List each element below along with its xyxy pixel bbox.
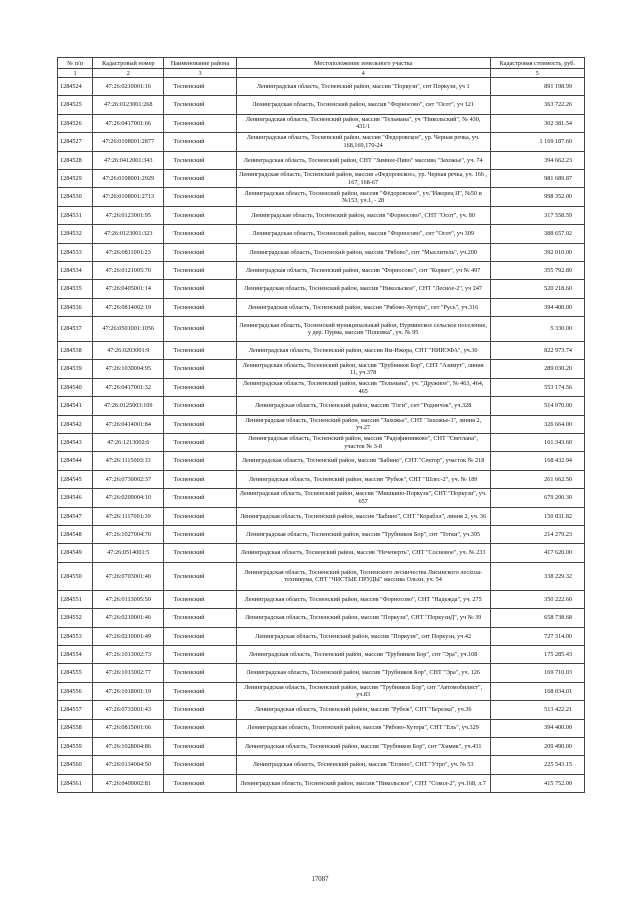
cadastral-cost: 350 222.60 bbox=[490, 590, 584, 608]
land-plot-location: Ленинградская область, Тосненский район, массив "Фёдоровское", уч."Ижорец II", №50 и №153, уч.1, - 28 bbox=[236, 188, 490, 206]
header-location: Местоположение земельного участка bbox=[236, 58, 490, 69]
cadastral-cost: 289 030.20 bbox=[490, 360, 584, 378]
district-name: Тосненский bbox=[164, 169, 236, 187]
row-number: 1284541 bbox=[58, 397, 93, 415]
land-plot-location: Ленинградская область, Тосненский район, массив "Трубников Бор", СНТ "Эра", уч. 126 bbox=[236, 664, 490, 682]
row-number: 1284530 bbox=[58, 188, 93, 206]
district-name: Тосненский bbox=[164, 682, 236, 700]
land-plot-location: Ленинградская область, Тосненский район, СНТ "Зимнее-Пиво" массива "Захожье", уч. 74 bbox=[236, 151, 490, 169]
cadastral-cost: 998 352.00 bbox=[490, 188, 584, 206]
table-row bbox=[58, 434, 585, 452]
row-number: 1284537 bbox=[58, 317, 93, 342]
district-name: Тосненский bbox=[164, 452, 236, 470]
table-row bbox=[58, 151, 585, 169]
land-plot-location: Ленинградская область, Тосненский район, массив "Трубников Бор", снт "Автомобилист", уч.83 bbox=[236, 682, 490, 700]
district-name: Тосненский bbox=[164, 243, 236, 261]
district-name: Тосненский bbox=[164, 701, 236, 719]
district-name: Тосненский bbox=[164, 342, 236, 360]
land-plot-location: Ленинградская область, Тосненский район, массив "Трубников Бор", снт "Эра", уч.108 bbox=[236, 645, 490, 663]
row-number: 1284531 bbox=[58, 206, 93, 224]
cadastral-cost: 261 662.50 bbox=[490, 470, 584, 488]
cadastral-cost: 658 738.68 bbox=[490, 609, 584, 627]
cadastral-number: 47:26:0409002:81 bbox=[93, 774, 164, 792]
district-name: Тосненский bbox=[164, 434, 236, 452]
cadastral-number: 47:26:0412001:343 bbox=[93, 151, 164, 169]
land-plot-location: Ленинградская область, Тосненский район, массив "Поркузи", снт Поркузи, уч.42 bbox=[236, 627, 490, 645]
cadastral-number: 47:26:0134004:50 bbox=[93, 756, 164, 774]
row-number: 1284553 bbox=[58, 627, 93, 645]
table-row bbox=[58, 774, 585, 792]
cadastral-cost: 326 664.00 bbox=[490, 415, 584, 433]
cadastral-cost: 1 169 187.60 bbox=[490, 133, 584, 151]
cadastral-cost: 214 279.23 bbox=[490, 525, 584, 543]
row-number: 1284556 bbox=[58, 682, 93, 700]
cadastral-number: 47:26:0108001:2713 bbox=[93, 188, 164, 206]
cadastral-cost: 363 722.26 bbox=[490, 96, 584, 114]
district-name: Тосненский bbox=[164, 206, 236, 224]
district-name: Тосненский bbox=[164, 562, 236, 590]
land-plot-location: Ленинградская область, Тосненский район, Тосненского лесничества Лисинского лесхоза-техникума, СНТ "ЧИСТЫЕ ПРУДЫ" массива Ольхи, уч. 54 bbox=[236, 562, 490, 590]
cadastral-cost: 679 200.30 bbox=[490, 489, 584, 507]
cadastral-number: 47:26:0814002:19 bbox=[93, 298, 164, 316]
row-number: 1284534 bbox=[58, 261, 93, 279]
cadastral-number: 47:26:0417001:66 bbox=[93, 114, 164, 132]
cadastral-cost: 513 422.21 bbox=[490, 701, 584, 719]
table-row bbox=[58, 489, 585, 507]
cadastral-number: 47:26:1013002:73 bbox=[93, 645, 164, 663]
table-row bbox=[58, 133, 585, 151]
land-plot-location: Ленинградская область, Тосненский район, массив "Рубеж", СНТ "Березка", уч.36 bbox=[236, 701, 490, 719]
row-number: 1284546 bbox=[58, 489, 93, 507]
cadastral-number: 47:26:1117001:39 bbox=[93, 507, 164, 525]
land-plot-location: Ленинградская область, Тосненский район, массив "Тельмана", уч "Никольский", № 430, 431/1 bbox=[236, 114, 490, 132]
cadastral-number: 47:26:0417001:32 bbox=[93, 378, 164, 396]
table-row bbox=[58, 562, 585, 590]
district-name: Тосненский bbox=[164, 415, 236, 433]
table-row bbox=[58, 78, 585, 96]
cadastral-number: 47:26:0733001:43 bbox=[93, 701, 164, 719]
cadastral-number: 47:26:0514001:5 bbox=[93, 544, 164, 562]
cadastral-number: 47:26:0113005:50 bbox=[93, 590, 164, 608]
cadastral-cost: 317 558.59 bbox=[490, 206, 584, 224]
land-plot-location: Ленинградская область, Тосненский район, массив "Нечеперть", СНТ "Сосновое", уч. № 233 bbox=[236, 544, 490, 562]
land-plot-location: Ленинградская область, Тосненский район, массив "Тельмана", уч. "Дружное", № 463, 464, 465 bbox=[236, 378, 490, 396]
row-number: 1284524 bbox=[58, 78, 93, 96]
table-row bbox=[58, 701, 585, 719]
row-number: 1284528 bbox=[58, 151, 93, 169]
district-name: Тосненский bbox=[164, 378, 236, 396]
table-row bbox=[58, 188, 585, 206]
row-number: 1284543 bbox=[58, 434, 93, 452]
table-row bbox=[58, 169, 585, 187]
row-number: 1284551 bbox=[58, 590, 93, 608]
cadastral-cost: 891 198.99 bbox=[490, 78, 584, 96]
cadastral-cost: 394 662.23 bbox=[490, 151, 584, 169]
district-name: Тосненский bbox=[164, 261, 236, 279]
table-row bbox=[58, 682, 585, 700]
land-plot-location: Ленинградская область, Тосненский район, массив "Форносово", снт "Осот", уч 309 bbox=[236, 225, 490, 243]
row-number: 1284533 bbox=[58, 243, 93, 261]
cadastral-cost: 150 831.82 bbox=[490, 507, 584, 525]
cadastral-number: 47:26:0209004:10 bbox=[93, 489, 164, 507]
table-row bbox=[58, 737, 585, 755]
land-plot-location: Ленинградская область, Тосненский район, массив "Никольское", СНТ "Лесное-2", уч 247 bbox=[236, 280, 490, 298]
table-row bbox=[58, 317, 585, 342]
cadastral-number: 47:26:1028004:86 bbox=[93, 737, 164, 755]
cadastral-number: 47:26:0210001:49 bbox=[93, 627, 164, 645]
cadastral-cost: 5 330.00 bbox=[490, 317, 584, 342]
table-row bbox=[58, 452, 585, 470]
row-number: 1284552 bbox=[58, 609, 93, 627]
district-name: Тосненский bbox=[164, 96, 236, 114]
cadastral-cost: 822 973.74 bbox=[490, 342, 584, 360]
table-row bbox=[58, 415, 585, 433]
cadastral-cost: 169 710.03 bbox=[490, 664, 584, 682]
row-number: 1284545 bbox=[58, 470, 93, 488]
table-row bbox=[58, 225, 585, 243]
cadastral-cost: 417 620.00 bbox=[490, 544, 584, 562]
cadastral-number: 47:26:0501001:1056 bbox=[93, 317, 164, 342]
row-number: 1284540 bbox=[58, 378, 93, 396]
table-column-numbers-row bbox=[58, 69, 585, 78]
land-plot-location: Ленинградская область, Тосненский район, массив "Мишкино-Поркузи", СНТ "Поркузи", уч. 657 bbox=[236, 489, 490, 507]
district-name: Тосненский bbox=[164, 133, 236, 151]
land-plot-location: Ленинградская область, Тосненский район, массив "Радофинниково", СНТ "Светлана", участок № 3-8 bbox=[236, 434, 490, 452]
table-row bbox=[58, 261, 585, 279]
header-cadastral-cost: Кадастровая стоимость, руб. bbox=[490, 58, 584, 69]
column-number-3: 3 bbox=[164, 69, 236, 78]
table-row bbox=[58, 96, 585, 114]
land-plot-location: Ленинградская область, Тосненский район, массив "Рябово", снт "Мыслитель", уч.200 bbox=[236, 243, 490, 261]
row-number: 1284559 bbox=[58, 737, 93, 755]
table-row bbox=[58, 590, 585, 608]
district-name: Тосненский bbox=[164, 525, 236, 543]
row-number: 1284526 bbox=[58, 114, 93, 132]
cadastral-number: 47:26:1030004:95 bbox=[93, 360, 164, 378]
table-row bbox=[58, 645, 585, 663]
district-name: Тосненский bbox=[164, 78, 236, 96]
row-number: 1284544 bbox=[58, 452, 93, 470]
table-row bbox=[58, 756, 585, 774]
land-plot-location: Ленинградская область, Тосненский район, массив "Никольское", СНТ "Сокол-2", уч.168, л.7 bbox=[236, 774, 490, 792]
cadastral-cost: 392 010.00 bbox=[490, 243, 584, 261]
row-number: 1284561 bbox=[58, 774, 93, 792]
table-row bbox=[58, 719, 585, 737]
land-plot-location: Ленинградская область, Тосненский район, массив "Федоровское", ур. Черная речка, уч. 168,169,170-24 bbox=[236, 133, 490, 151]
land-plot-location: Ленинградская область, Тосненский муниципальный район, Нурминское сельское поселение, у дер. Пурма, массив "Поповка", уч. № 95 bbox=[236, 317, 490, 342]
cadastral-number: 47:26:1027004:70 bbox=[93, 525, 164, 543]
column-number-4: 4 bbox=[236, 69, 490, 78]
district-name: Тосненский bbox=[164, 397, 236, 415]
header-district: Наименование района bbox=[164, 58, 236, 69]
cadastral-cost: 338 229.32 bbox=[490, 562, 584, 590]
cadastral-number: 47:26:0811001:23 bbox=[93, 243, 164, 261]
row-number: 1284529 bbox=[58, 169, 93, 187]
cadastral-number: 47:26:0210001:46 bbox=[93, 609, 164, 627]
table-row bbox=[58, 114, 585, 132]
cadastral-cost: 168 034.01 bbox=[490, 682, 584, 700]
cadastral-number: 47:26:0815001:66 bbox=[93, 719, 164, 737]
table-row bbox=[58, 243, 585, 261]
page-number: 17087 bbox=[311, 876, 329, 883]
cadastral-value-table bbox=[57, 57, 585, 793]
cadastral-cost: 161 343.60 bbox=[490, 434, 584, 452]
row-number: 1284555 bbox=[58, 664, 93, 682]
cadastral-number: 47:26:0125003:109 bbox=[93, 397, 164, 415]
land-plot-location: Ленинградская область, Тосненский район, массив "Бабино", СНТ "Сектор", участок № 218 bbox=[236, 452, 490, 470]
row-number: 1284536 bbox=[58, 298, 93, 316]
district-name: Тосненский bbox=[164, 774, 236, 792]
district-name: Тосненский bbox=[164, 507, 236, 525]
row-number: 1284525 bbox=[58, 96, 93, 114]
district-name: Тосненский bbox=[164, 590, 236, 608]
table-body bbox=[58, 78, 585, 793]
land-plot-location: Ленинградская область, Тосненский район, массив "Рябово-Хутора", снт "Русь", уч.316 bbox=[236, 298, 490, 316]
district-name: Тосненский bbox=[164, 627, 236, 645]
table-row bbox=[58, 470, 585, 488]
district-name: Тосненский bbox=[164, 664, 236, 682]
row-number: 1284532 bbox=[58, 225, 93, 243]
cadastral-cost: 514 070.00 bbox=[490, 397, 584, 415]
land-plot-location: Ленинградская область, Тосненский район, массив "Трубников Бор", СНТ "Азимут", линия 11, уч.378 bbox=[236, 360, 490, 378]
cadastral-cost: 520 218.60 bbox=[490, 280, 584, 298]
district-name: Тосненский bbox=[164, 114, 236, 132]
district-name: Тосненский bbox=[164, 360, 236, 378]
district-name: Тосненский bbox=[164, 737, 236, 755]
cadastral-number: 47:26:0703001:40 bbox=[93, 562, 164, 590]
table-row bbox=[58, 525, 585, 543]
row-number: 1284550 bbox=[58, 562, 93, 590]
district-name: Тосненский bbox=[164, 489, 236, 507]
land-plot-location: Ленинградская область, Тосненский район, массив "Гоги", снт "Родничок", уч.328 bbox=[236, 397, 490, 415]
land-plot-location: Ленинградская область, Тосненский район, массив Ям-Ижора, СНТ "НИИЭФА", уч.30 bbox=[236, 342, 490, 360]
cadastral-cost: 209 490.00 bbox=[490, 737, 584, 755]
cadastral-cost: 727 314.00 bbox=[490, 627, 584, 645]
land-plot-location: Ленинградская область, Тосненский район, массив "Поркузи", СНТ "ПоркузиД", уч № 39 bbox=[236, 609, 490, 627]
column-number-1: 1 bbox=[58, 69, 93, 78]
row-number: 1284538 bbox=[58, 342, 93, 360]
row-number: 1284535 bbox=[58, 280, 93, 298]
district-name: Тосненский bbox=[164, 188, 236, 206]
district-name: Тосненский bbox=[164, 151, 236, 169]
land-plot-location: Ленинградская область, Тосненский район, массив "Еглино", СНТ "Утро", уч. № 53 bbox=[236, 756, 490, 774]
land-plot-location: Ленинградская область, Тосненский район, массив "Форносово", СНТ "Надежда", уч. 275 bbox=[236, 590, 490, 608]
row-number: 1284560 bbox=[58, 756, 93, 774]
cadastral-cost: 388 657.02 bbox=[490, 225, 584, 243]
district-name: Тосненский bbox=[164, 225, 236, 243]
cadastral-number: 47:26:0414001:84 bbox=[93, 415, 164, 433]
land-plot-location: Ленинградская область, Тосненский район, массив "Захожье", СНТ "Захожье-3", линия 2, уч.27 bbox=[236, 415, 490, 433]
district-name: Тосненский bbox=[164, 609, 236, 627]
header-number: № п/п bbox=[58, 58, 93, 69]
cadastral-cost: 553 174.56 bbox=[490, 378, 584, 396]
row-number: 1284547 bbox=[58, 507, 93, 525]
cadastral-table-sheet bbox=[57, 57, 585, 793]
cadastral-number: 47:26:0210001:16 bbox=[93, 78, 164, 96]
district-name: Тосненский bbox=[164, 544, 236, 562]
table-row bbox=[58, 507, 585, 525]
table-row bbox=[58, 609, 585, 627]
land-plot-location: Ленинградская область, Тосненский район, массив "Форносово", снт "Корвет", уч № 497 bbox=[236, 261, 490, 279]
table-row bbox=[58, 544, 585, 562]
cadastral-cost: 355 792.80 bbox=[490, 261, 584, 279]
table-row bbox=[58, 298, 585, 316]
cadastral-cost: 394 400.00 bbox=[490, 298, 584, 316]
cadastral-number: 47:26:0108001:2877 bbox=[93, 133, 164, 151]
land-plot-location: Ленинградская область, Тосненский район, массив "Трубников Бор", снт "Химик", уч.431 bbox=[236, 737, 490, 755]
district-name: Тосненский bbox=[164, 280, 236, 298]
cadastral-number: 47:26:0405001:14 bbox=[93, 280, 164, 298]
land-plot-location: Ленинградская область, Тосненский район, массив "Бабино", СНТ "Кораблл", линия 2, уч. 36 bbox=[236, 507, 490, 525]
cadastral-number: 47:26:0203001:9 bbox=[93, 342, 164, 360]
land-plot-location: Ленинградская область, Тосненский район, массив "Рябово-Хутора", СНТ "Ель", уч.329 bbox=[236, 719, 490, 737]
header-cadastral-number: Кадастровый номер bbox=[93, 58, 164, 69]
row-number: 1284558 bbox=[58, 719, 93, 737]
cadastral-number: 47:26:1213002:6 bbox=[93, 434, 164, 452]
district-name: Тосненский bbox=[164, 298, 236, 316]
cadastral-number: 47:26:1115003:33 bbox=[93, 452, 164, 470]
cadastral-cost: 225 543.15 bbox=[490, 756, 584, 774]
table-row bbox=[58, 280, 585, 298]
land-plot-location: Ленинградская область, Тосненский район, массив "Поркузи", снт Поркузи, уч 1 bbox=[236, 78, 490, 96]
cadastral-number: 47:26:0123001:95 bbox=[93, 206, 164, 224]
cadastral-cost: 302 381.54 bbox=[490, 114, 584, 132]
table-row bbox=[58, 664, 585, 682]
row-number: 1284539 bbox=[58, 360, 93, 378]
land-plot-location: Ленинградская область, Тосненский район, массив «Федоровское», ур. Черная речка, уч. 166 , 167, 168-67 bbox=[236, 169, 490, 187]
cadastral-number: 47:26:0123001:268 bbox=[93, 96, 164, 114]
row-number: 1284527 bbox=[58, 133, 93, 151]
land-plot-location: Ленинградская область, Тосненский район, массив "Форносово", СНТ "Осот", уч. 80 bbox=[236, 206, 490, 224]
table-header-row bbox=[58, 58, 585, 69]
district-name: Тосненский bbox=[164, 645, 236, 663]
row-number: 1284542 bbox=[58, 415, 93, 433]
district-name: Тосненский bbox=[164, 719, 236, 737]
land-plot-location: Ленинградская область, Тосненский район, массив "Рубеж", СНТ "Шлес-2", уч. № 189 bbox=[236, 470, 490, 488]
land-plot-location: Ленинградская область, Тосненский район, массив "Трубников Бор", снт "Тотки", уч.395 bbox=[236, 525, 490, 543]
district-name: Тосненский bbox=[164, 470, 236, 488]
district-name: Тосненский bbox=[164, 317, 236, 342]
cadastral-cost: 981 689.87 bbox=[490, 169, 584, 187]
cadastral-number: 47:26:0121005:70 bbox=[93, 261, 164, 279]
row-number: 1284549 bbox=[58, 544, 93, 562]
cadastral-number: 47:26:0108001:2929 bbox=[93, 169, 164, 187]
column-number-2: 2 bbox=[93, 69, 164, 78]
land-plot-location: Ленинградская область, Тосненский район, массив "Форносово", снт "Осот", уч 121 bbox=[236, 96, 490, 114]
row-number: 1284548 bbox=[58, 525, 93, 543]
table-row bbox=[58, 627, 585, 645]
cadastral-number: 47:26:0730002:37 bbox=[93, 470, 164, 488]
row-number: 1284554 bbox=[58, 645, 93, 663]
table-row bbox=[58, 360, 585, 378]
column-number-5: 5 bbox=[490, 69, 584, 78]
cadastral-cost: 168 432.94 bbox=[490, 452, 584, 470]
table-row bbox=[58, 397, 585, 415]
cadastral-cost: 175 285.43 bbox=[490, 645, 584, 663]
cadastral-cost: 415 752.00 bbox=[490, 774, 584, 792]
cadastral-number: 47:26:1013002:77 bbox=[93, 664, 164, 682]
district-name: Тосненский bbox=[164, 756, 236, 774]
table-row bbox=[58, 206, 585, 224]
table-row bbox=[58, 378, 585, 396]
cadastral-number: 47:26:1018001:19 bbox=[93, 682, 164, 700]
table-row bbox=[58, 342, 585, 360]
cadastral-cost: 394 400.00 bbox=[490, 719, 584, 737]
cadastral-number: 47:26:0123001:323 bbox=[93, 225, 164, 243]
row-number: 1284557 bbox=[58, 701, 93, 719]
